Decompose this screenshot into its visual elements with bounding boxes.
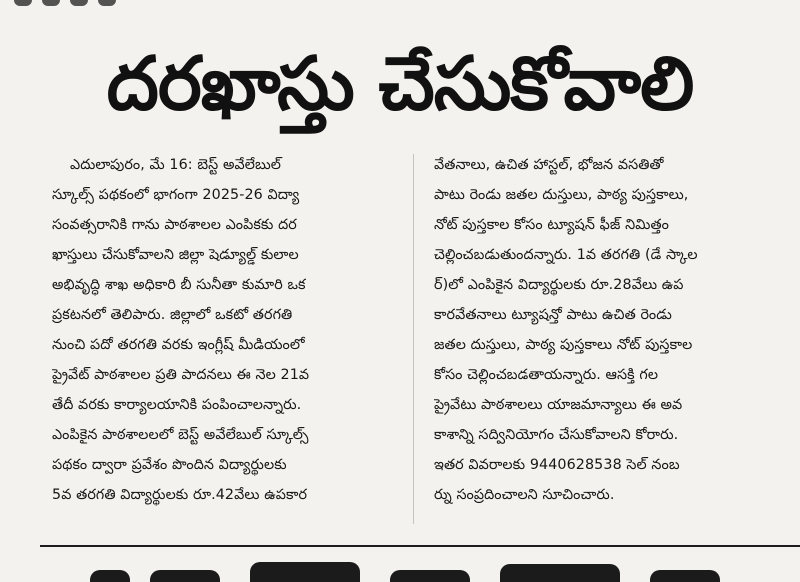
headline: దరఖాస్తు చేసుకోవాలి bbox=[106, 41, 694, 127]
next-article-headline-remnant bbox=[90, 560, 730, 582]
article-separator-rule bbox=[40, 545, 800, 547]
text-line: ప్రకటనలో తెలిపారు. జిల్లాలో ఒకటో తరగతి bbox=[52, 307, 293, 323]
text-line: ఇతర వివరాలకు 9440628538 సెల్ నంబ bbox=[434, 457, 680, 473]
text-line: ఎదులాపురం, మే 16: బెస్ట్ అవేలేబుల్ bbox=[70, 157, 281, 173]
text-line: పాటు రెండు జతల దుస్తులు, పాఠ్య పుస్తకాలు, bbox=[434, 187, 689, 203]
text-line: చెల్లించబడుతుందన్నారు. 1వ తరగతి (డే స్కాల bbox=[434, 247, 698, 263]
text-line: ఎంపికైన పాఠశాలలలో బెస్ట్ అవేలేబుల్ స్కూల్స్ bbox=[52, 427, 309, 443]
text-line: అభివృద్ధి శాఖ అధికారి బీ సునీతా కుమారి ఒక bbox=[52, 277, 306, 293]
article-column-right bbox=[434, 150, 772, 510]
text-line: 5వ తరగతి విద్యార్థులకు రూ.42వేలు ఉపకార bbox=[52, 487, 308, 503]
text-line: కోసం చెల్లించబడతాయన్నారు. ఆసక్తి గల bbox=[434, 367, 659, 383]
text-line: ప్రైవేట్ పాఠశాలల ప్రతి పాదనలు ఈ నెల 21వ bbox=[52, 367, 310, 383]
previous-article-remnant bbox=[14, 0, 124, 10]
text-line: స్కూల్స్ పథకంలో భాగంగా 2025-26 విద్యా bbox=[52, 187, 300, 203]
column-divider bbox=[413, 154, 414, 524]
text-line: నోట్ పుస్తకాల కోసం ట్యూషన్ ఫీజ్ నిమిత్తం bbox=[434, 217, 669, 233]
text-line: ప్రైవేటు పాఠశాలలు యాజమాన్యాలు ఈ అవ bbox=[434, 397, 683, 413]
text-line: ర్)లో ఎంపికైన విద్యార్థులకు రూ.28వేలు ఉప bbox=[434, 277, 684, 293]
text-line: జతల దుస్తులు, పాఠ్య పుస్తకాలు నోట్ పుస్తకాల bbox=[434, 337, 693, 353]
text-line: వేతనాలు, ఉచిత హాస్టల్, భోజన వసతితో bbox=[434, 157, 664, 173]
article-column-left bbox=[52, 150, 390, 510]
text-line: ర్ను సంప్రదించాలని సూచించారు. bbox=[434, 487, 615, 503]
article-body bbox=[52, 150, 792, 530]
text-line: కారవేతనాలు ట్యూషన్తో పాటు ఉచిత రెండు bbox=[434, 307, 672, 323]
text-line: కాశాన్ని సద్వినియోగం చేసుకోవాలని కోరారు. bbox=[434, 427, 679, 443]
text-line: నుంచి పదో తరగతి వరకు ఇంగ్లీష్ మీడియంలో bbox=[52, 337, 305, 353]
text-line: పథకం ద్వారా ప్రవేశం పొందిన విద్యార్థులకు bbox=[52, 457, 287, 473]
text-line: సంవత్సరానికి గాను పాఠశాలల ఎంపికకు దర bbox=[52, 217, 297, 233]
text-line: తేదీ వరకు కార్యాలయానికి పంపించాలన్నారు. bbox=[52, 397, 302, 413]
text-line: ఖాస్తులు చేసుకోవాలని జిల్లా షెడ్యూల్డ్ కులాల bbox=[52, 247, 299, 263]
